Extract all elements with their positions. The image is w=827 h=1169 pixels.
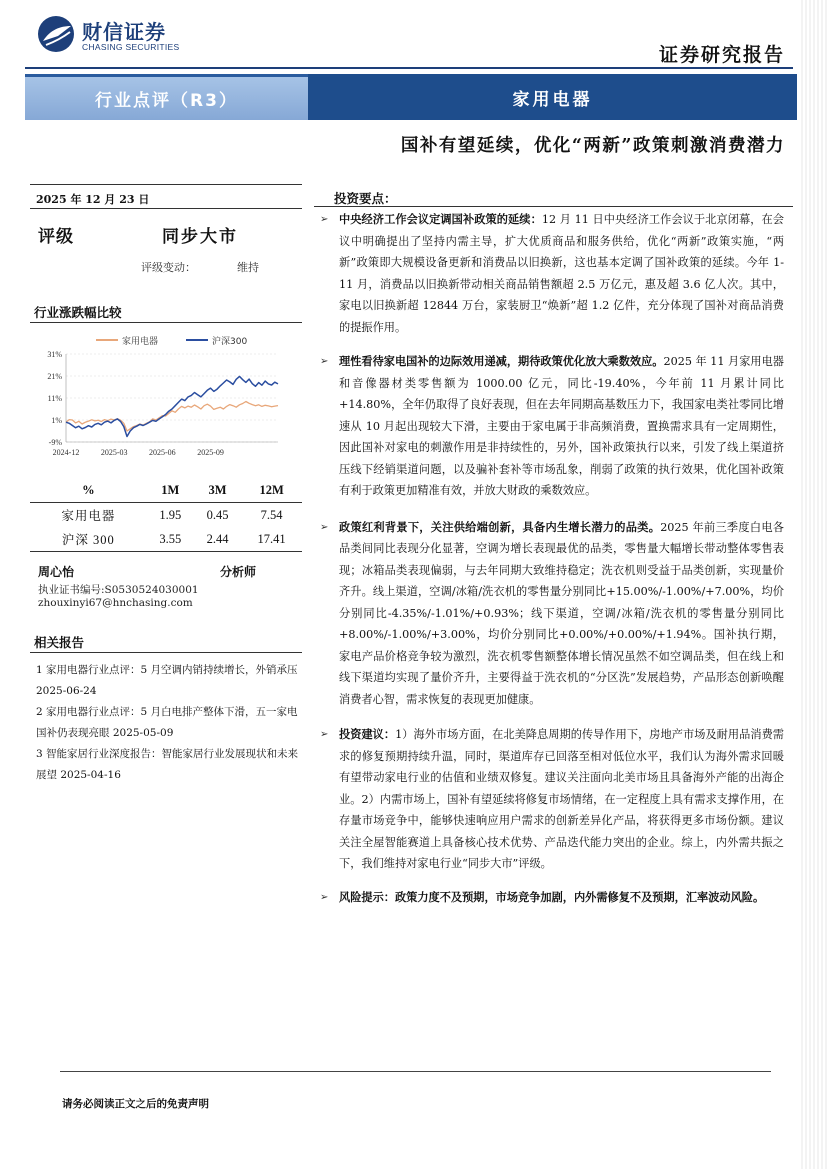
report-category-banner: 行业点评（R3） <box>25 74 308 120</box>
brand-name: 财信证券 <box>82 20 166 44</box>
y-tick-label: 11% <box>47 394 62 403</box>
legend-label: 沪深300 <box>212 337 248 347</box>
investment-rule <box>314 206 793 207</box>
y-tick-label: 1% <box>51 416 62 425</box>
table-cell: 沪深 300 <box>30 527 147 552</box>
related-reports-list <box>36 660 306 786</box>
arrow-bullet-icon: ➢ <box>320 729 329 740</box>
x-tick-label: 2025-06 <box>149 448 176 457</box>
related-report-item[interactable]: 1 家用电器行业点评：5 月空调内销持续增长，外销承压 2025-06-24 <box>36 664 298 697</box>
industry-banner: 家用电器 <box>308 74 797 120</box>
x-tick-label: 2025-09 <box>197 448 224 457</box>
table-cell: 3.55 <box>147 527 194 552</box>
analyst-name: 周心怡 <box>38 565 75 579</box>
investment-points <box>314 209 784 908</box>
point-body: 12 月 11 日中央经济工作会议于北京闭幕，在会议中明确提出了坚持内需主导，扩大优质商品和服务供给，优化“两新”政策实施，“两新”政策即大规模设备更新和消费品以旧换新，这也基本定调了国补政策的延续。今年 1-11 月，消费品以旧换新带动相关商品销售额超 2.5 万亿元，惠及超 3.6 亿人次。其中，家电以旧换新超 12844 万台，家装厨卫“焕新”超 1.2 亿件，充分体现了国补对商品消费的提振作用。 <box>339 213 784 334</box>
page-edge-strip <box>801 0 827 1169</box>
point-heading: 投资建议： <box>339 727 396 741</box>
series-line-csi300 <box>66 376 278 436</box>
chart-title-rule <box>30 322 302 323</box>
performance-chart-svg <box>30 330 302 462</box>
performance-table <box>30 482 302 552</box>
related-reports-title: 相关报告 <box>34 635 85 650</box>
y-tick-label: -9% <box>48 438 62 447</box>
table-header: 3M <box>208 483 227 497</box>
investment-point <box>314 887 784 909</box>
series-line-appliances <box>66 402 278 432</box>
table-header: % <box>82 483 95 497</box>
rating-value: 同步大市 <box>162 227 238 247</box>
rating-change-value: 维持 <box>237 261 259 274</box>
point-heading: 中央经济工作会议定调国补政策的延续： <box>339 212 542 226</box>
table-cell: 家用电器 <box>30 503 147 528</box>
investment-title: 投资要点： <box>334 191 397 206</box>
investment-point <box>314 209 784 338</box>
y-tick-label: 31% <box>47 350 62 359</box>
analyst-email[interactable]: zhouxinyi67@hnchasing.com <box>38 597 193 609</box>
x-tick-label: 2025-03 <box>100 448 128 457</box>
investment-point <box>314 351 784 502</box>
x-tick-label: 2024-12 <box>52 448 80 457</box>
left-top-rule <box>30 184 302 185</box>
risk-warning: 风险提示：政策力度不及预期，市场竞争加剧，内外需修复不及预期，汇率波动风险。 <box>339 889 765 904</box>
footer-divider <box>60 1071 771 1072</box>
point-body: 1）海外市场方面，在北美降息周期的传导作用下，房地产市场及耐用品消费需求的修复预期持续升温，同时，渠道库存已回落至相对低位水平，我们认为海外需求回暖有望带动家电行业的估值和业绩双修复。建议关注面向北美市场且具备海外产能的出海企业。2）内需市场上，国补有望延续将修复市场情绪，在一定程度上具有需求支撑作用，在存量市场竞争中，能够快速响应用户需求的创新差异化产品，将获得更多市场份额。建议关注全屋智能赛道上具备核心技术优势、产品迭代能力突出的企业。综上，内外需共振之下，我们维持对家电行业“同步大市”评级。 <box>339 728 784 870</box>
arrow-bullet-icon: ➢ <box>320 521 329 533</box>
table-header: 12M <box>259 483 284 497</box>
related-reports-rule <box>30 652 302 653</box>
table-cell: 1.95 <box>147 503 194 528</box>
analyst-title: 分析师 <box>220 565 257 579</box>
related-report-item[interactable]: 3 智能家居行业深度报告：智能家居行业发展现状和未来展望 2025-04-16 <box>36 748 299 781</box>
chart-section-title: 行业涨跌幅比较 <box>34 305 122 320</box>
related-report-item[interactable]: 2 家用电器行业点评：5 月白电排产整体下滑，五一家电国补仍表现亮眼 2025-05-09 <box>36 706 298 739</box>
point-heading: 理性看待家电国补的边际效用递减，期待政策优化放大乘数效应。 <box>339 354 664 368</box>
table-row <box>30 527 302 552</box>
table-cell: 0.45 <box>194 503 241 528</box>
table-header: 1M <box>161 483 180 497</box>
report-date: 2025 年 12 月 23 日 <box>36 193 150 206</box>
brand-logo <box>36 14 236 56</box>
report-headline: 国补有望延续，优化“两新”政策刺激消费潜力 <box>400 136 785 156</box>
arrow-bullet-icon: ➢ <box>320 356 329 367</box>
rating-change-label: 评级变动： <box>141 261 196 274</box>
brand-name-en: CHASING SECURITIES <box>82 42 180 52</box>
investment-point <box>314 517 784 711</box>
table-cell: 2.44 <box>194 527 241 552</box>
date-rule <box>30 208 302 209</box>
investment-point <box>314 724 784 875</box>
point-body: 2025 年 11 月家用电器和音像器材类零售额为 1000.00 亿元，同比-19.40%，今年前 11 月累计同比+14.80%，全年仍取得了良好表现，但在去年同期高基数压力下，我国家电类社零同比增速从 10 月起出现较大下滑，主要由于家电属于非高频消费，置换需求具有一定周期性，因此国补对家电的刺激作用是非持续性的，另外，国补政策执行以来，引发了线上渠道挤压线下经销渠道问题，以及骗补套补等市场乱象，削弱了政策的执行效果，优化国补政策有利于政策更加精准有效，并放大财政的乘数效应。 <box>339 355 784 497</box>
sail-globe-icon <box>36 14 76 54</box>
analyst-cert: 执业证书编号:S0530524030001 <box>38 584 199 596</box>
rating-label: 评级 <box>38 227 74 247</box>
table-cell: 17.41 <box>241 527 302 552</box>
table-cell: 7.54 <box>241 503 302 528</box>
y-tick-label: 21% <box>47 372 62 381</box>
report-type: 证券研究报告 <box>658 44 785 66</box>
header-divider <box>25 67 793 69</box>
table-row <box>30 503 302 528</box>
arrow-bullet-icon: ➢ <box>320 891 329 903</box>
point-body: 2025 年前三季度白电各品类间同比表现分化显著，空调为增长表现最优的品类，零售量大幅增长带动整体零售表现；冰箱品类表现偏弱，与去年同期大致维持稳定；洗衣机则受益于品类创新，实现量价齐升。线上渠道，空调/冰箱/洗衣机的零售量分别同比+15.00%/-1.00%/+7.00%，均价分别同比-4.35%/-1.01%/+0.93%；线下渠道，空调/冰箱/洗衣机的零售量分别同比+8.00%/-1.00%/+3.00%，均价分别同比+0.00%/+0.00%/+1.94%。国补执行期，家电产品价格竞争较为激烈，洗衣机零售额整体增长情况虽然不如空调品类，但在线上和线下渠道均实现了量价齐升，主要得益于洗衣机的“分区洗”发展趋势，产品形态创新唤醒消费者心智，需求恢复的表现更加健康。 <box>339 520 784 706</box>
legend-label: 家用电器 <box>122 337 159 347</box>
footer-disclaimer[interactable]: 请务必阅读正文之后的免责声明 <box>62 1098 209 1110</box>
performance-chart <box>30 330 302 462</box>
arrow-bullet-icon: ➢ <box>320 214 329 225</box>
point-heading: 政策红利背景下，关注供给端创新，具备内生增长潜力的品类。 <box>339 519 661 534</box>
